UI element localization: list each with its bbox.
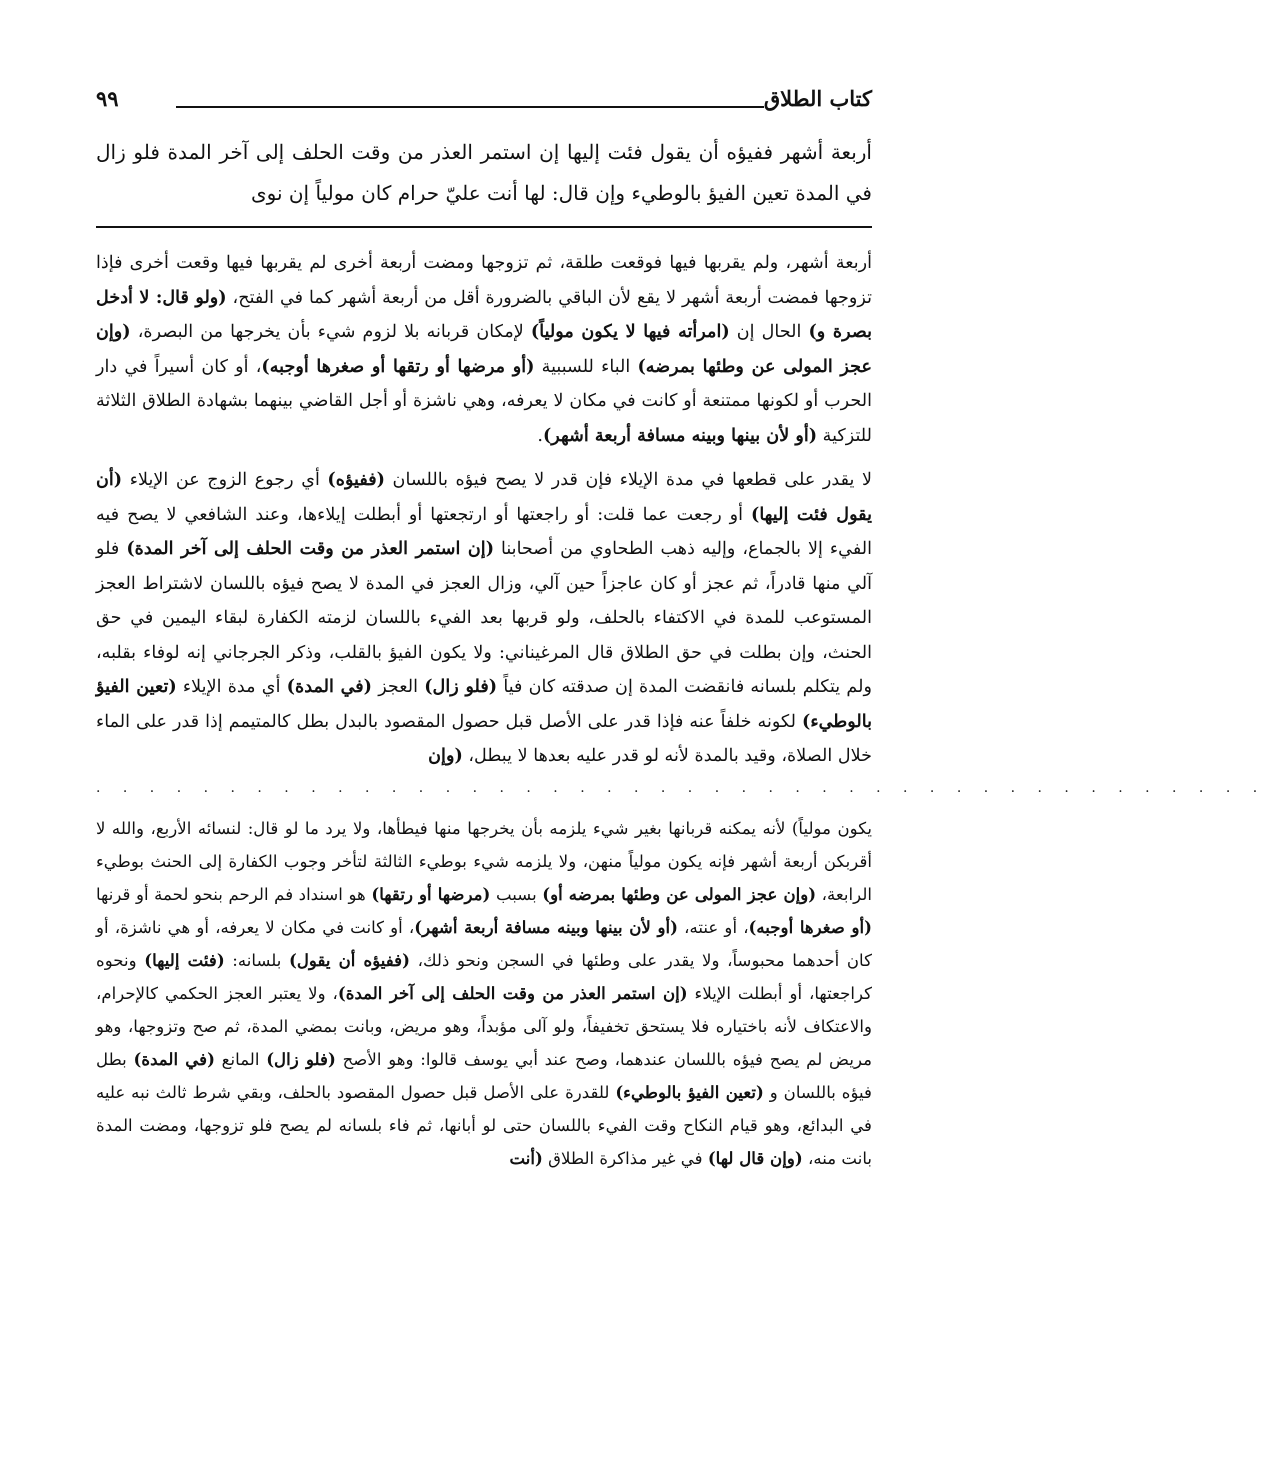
text-run: المانع — [214, 1049, 267, 1069]
text-run: لإمكان قربانه بلا لزوم شيء بأن يخرجها من البصرة، — [130, 322, 531, 342]
bold-quote-run: (تعين الفيؤ بالوطيء) — [615, 1081, 764, 1102]
bold-quote-run: (في المدة) — [286, 676, 373, 697]
text-run: أو رجعت عما قلت: أو راجعتها أو ارتجعتها أو أبطلت إيلاءها، وعند الشافعي لا يصح فيه الفيء إلا بالجماع، وإليه ذهب الطحاوي من أصحابنا — [96, 504, 872, 559]
bold-quote-run: (وإن قال لها) — [707, 1147, 803, 1168]
bold-quote-run: (ففيؤه) — [327, 469, 385, 490]
commentary-paragraph-2 — [96, 463, 872, 774]
page — [96, 82, 1266, 1175]
bold-quote-run: (وإن عجز المولى عن وطئها بمرضه) — [96, 321, 872, 377]
text-run: الباء للسببية — [534, 356, 638, 377]
bold-quote-run: (إن استمر العذر من وقت الحلف إلى آخر المدة) — [337, 982, 688, 1003]
bold-quote-run: (وإن عجز المولى عن وطئها بمرضه أو) — [542, 883, 817, 904]
bold-quote-run: (أو مرضها أو رتقها أو صغرها أوجبه) — [261, 355, 535, 377]
text-run: لكونه خلفاً عنه فإذا قدر على الأصل قبل حصول المقصود بالبدل بطل كالمتيمم إذا قدر على الماء خلال الصلاة، وقيد بالمدة لأنه لو قدر عليه بعدها لا يبطل، — [96, 711, 872, 766]
text-run: في غير مذاكرة الطلاق — [542, 1148, 708, 1168]
bold-quote-run: (أو لأن بينها وبينه مسافة أربعة أشهر) — [542, 424, 818, 446]
book-title: كتاب الطلاق — [763, 86, 872, 111]
text-run: هو اسنداد فم الرحم بنحو لحمة أو قرنها — [96, 884, 372, 904]
text-run: يكون مولياً) لأنه يمكنه قربانها بغير شيء يلزمه بأن يخرجها منها فيطأها، ولا يرد ما لو قال: لنسائه الأربع، والله لا أقربكن أربعة أشهر فإنه يكون مولياً منهن، ولا يلزمه شيء بوطيء الثالثة لتأخر وجوب الكفارة إلى الحنث بوطيء الرابعة، — [96, 818, 872, 904]
bold-quote-run: (فلو زال) — [424, 676, 498, 697]
text-run: أي رجوع الزوج عن الإيلاء — [122, 470, 328, 490]
text-run: أي مدة الإيلاء — [176, 677, 287, 697]
bold-quote-run: (وإن — [428, 745, 463, 766]
bold-quote-run: (في المدة) — [133, 1048, 215, 1069]
bold-quote-run: (مرضها أو رتقها) — [371, 883, 491, 904]
bold-quote-run: (فئت إليها) — [144, 949, 225, 970]
text-run: بسبب — [490, 884, 543, 904]
text-run: بلسانه: — [224, 950, 289, 970]
text-run: ، أو عنته، — [678, 917, 749, 937]
running-header — [96, 82, 872, 122]
text-run: لا يقدر على قطعها في مدة الإيلاء فإن قدر لا يصح فيؤه باللسان — [385, 470, 872, 490]
bold-quote-run: (أو لأن بينها وبينه مسافة أربعة أشهر) — [414, 916, 678, 937]
text-run: ونحوه كراجعتها، أو أبطلت الإيلاء — [96, 950, 873, 1003]
text-run: أربعة أشهر، ولم يقربها فيها فوقعت طلقة، ثم تزوجها ومضت أربعة أخرى لم يقربها فيها وقعت أخرى فإذا تزوجها فمضت أربعة أشهر لا يقع لأن الباقي بالضرورة أقل من أربعة أشهر كما في الفتح، — [96, 253, 872, 308]
text-run: ، ولا يعتبر العجز الحكمي كالإحرام، والاعتكاف لأنه باختياره فلا يستحق تخفيفاً، ولو آلى مؤبداً، وهو مريض، وبانت بمضي المدة، ثم صح وتزوجها، وهو مريض لم يصح فيؤه باللسان عندهما، وصح عند أبي يوسف قالوا: وهو الأصح — [96, 983, 872, 1069]
bold-quote-run: (امرأته فيها لا يكون مولياً) — [530, 321, 730, 342]
bold-quote-run: (أو صغرها أوجبه) — [748, 916, 872, 937]
page-number: ٩٩ — [96, 86, 119, 111]
text-run: . — [537, 425, 543, 446]
text-run: العجز — [372, 677, 425, 697]
text-run: ، أو كانت في مكان لا يعرفه، أو هي ناشزة، أو كان أحدهما محبوساً، ولا يقدر على وطئها في السجن ونحو ذلك، — [96, 917, 872, 970]
bold-quote-run: (ولو قال: لا أدخل بصرة و) — [96, 286, 872, 342]
text-run: للقدرة على الأصل قبل حصول المقصود بالحلف، وبقي شرط ثالث نبه عليه في البدائع، وهو قيام النكاح وقت الفيء باللسان حتى لو أبانها، ثم فاء بلسانه لم يصح فلو تزوجها، ومضت المدة بانت منه، — [96, 1082, 872, 1168]
bold-quote-run: (ففيؤه أن يقول) — [288, 949, 410, 970]
footnote-separator: · · · · · · · · · · · · · · · · · · · · · · · · · · · · · · · · · · · · · · · · · · · · — [96, 783, 1266, 800]
bold-quote-run: (فلو زال) — [266, 1048, 336, 1069]
text-run: ، أو كان أسيراً في دار الحرب أو لكونها ممتنعة أو كانت في مكان لا يعرفه، وهي ناشزة أو أجل القاضي بينهما بشهادة الطلاق الثلاثة للتزكية — [96, 356, 872, 446]
text-run: فلو آلي منها قادراً، ثم عجز أو كان عاجزاً حين آلي، وزال العجز في المدة لا يصح فيؤه باللسان لاشتراط العجز المستوعب للمدة في الاكتفاء بالحلف، ولو قربها بعد الفيء باللسان لزمته الكفارة لبقاء اليمين في حق الحنث، وإن بطلت في حق الطلاق قال المرغيناني: ولا يكون الفيؤ بالقلب، وذكر الجرجاني إنه لوفاء بقلبه، ولم يتكلم بلسانه فانقضت المدة إن صدقته كان فياً — [96, 539, 872, 697]
text-run: الحال إن — [729, 322, 809, 342]
main-text: أربعة أشهر ففيؤه أن يقول فئت إليها إن استمر العذر من وقت الحلف إلى آخر المدة فلو زال في المدة تعين الفيؤ بالوطيء وإن قال: لها أنت عليّ حرام كان مولياً إن نوى — [96, 140, 872, 205]
commentary-paragraph-1 — [96, 246, 872, 453]
bold-quote-run: (إن استمر العذر من وقت الحلف إلى آخر المدة) — [126, 538, 495, 559]
footnote-text — [96, 812, 872, 1175]
bold-quote-run: (أنت — [509, 1147, 543, 1168]
header-rule — [176, 106, 764, 108]
bold-quote-run: (أن يقول فئت إليها) — [96, 469, 872, 525]
main-text-divider — [96, 226, 872, 228]
text-run: بطل فيؤه باللسان و — [96, 1049, 872, 1102]
bold-quote-run: (تعين الفيؤ بالوطيء) — [96, 676, 872, 732]
